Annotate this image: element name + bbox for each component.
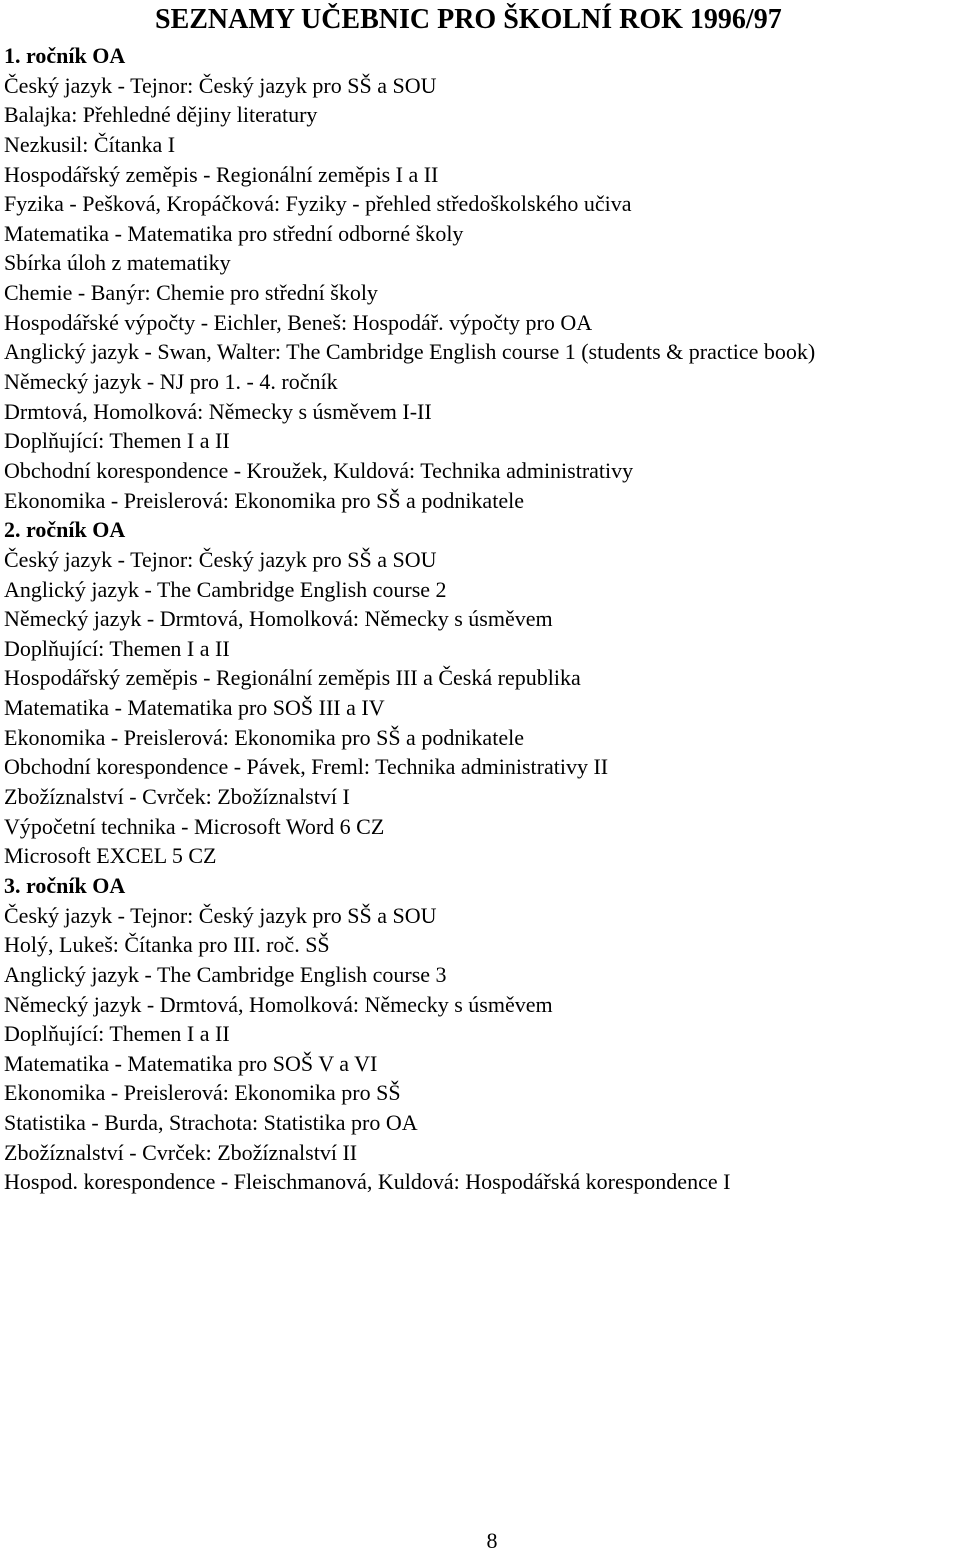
grade-heading: 2. ročník OA (4, 517, 126, 543)
textbook-line: Matematika - Matematika pro střední odborné školy (4, 220, 464, 246)
textbook-line: Nezkusil: Čítanka I (4, 131, 176, 157)
grade-section (4, 41, 960, 515)
textbook-line: Český jazyk - Tejnor: Český jazyk pro SŠ a SOU (4, 546, 437, 572)
textbook-line: Anglický jazyk - Swan, Walter: The Cambridge English course 1 (students & practice book) (4, 339, 816, 365)
textbook-line: Obchodní korespondence - Kroužek, Kuldová: Technika administrativy (4, 457, 634, 483)
textbook-line: Microsoft EXCEL 5 CZ (4, 843, 217, 869)
textbook-line: Ekonomika - Preislerová: Ekonomika pro SŠ a podnikatele (4, 724, 524, 750)
textbook-line: Ekonomika - Preislerová: Ekonomika pro SŠ a podnikatele (4, 487, 524, 513)
textbook-line: Fyzika - Pešková, Kropáčková: Fyziky - přehled středoškolského učiva (4, 191, 632, 217)
textbook-line: Matematika - Matematika pro SOŠ III a IV (4, 695, 385, 721)
textbook-line: Anglický jazyk - The Cambridge English course 3 (4, 961, 447, 987)
grade-section (4, 871, 960, 1197)
textbook-line: Holý, Lukeš: Čítanka pro III. roč. SŠ (4, 932, 330, 958)
textbook-line: Německý jazyk - Drmtová, Homolková: Německy s úsměvem (4, 606, 553, 632)
textbook-line: Sbírka úloh z matematiky (4, 250, 231, 276)
document-title: SEZNAMY UČEBNIC PRO ŠKOLNÍ ROK 1996/97 (155, 4, 782, 35)
textbook-line: Hospod. korespondence - Fleischmanová, Kuldová: Hospodářská korespondence I (4, 1169, 731, 1195)
textbook-line: Doplňující: Themen I a II (4, 1021, 230, 1047)
page-number: 8 (486, 1528, 498, 1553)
textbook-line: Zbožíznalství - Cvrček: Zbožíznalství I (4, 784, 350, 810)
textbook-line: Výpočetní technika - Microsoft Word 6 CZ (4, 813, 385, 839)
textbook-line: Chemie - Banýr: Chemie pro střední školy (4, 280, 378, 306)
textbook-line: Zbožíznalství - Cvrček: Zbožíznalství II (4, 1139, 358, 1165)
grade-section (4, 515, 960, 871)
textbook-line: Matematika - Matematika pro SOŠ V a VI (4, 1050, 378, 1076)
textbook-line: Doplňující: Themen I a II (4, 635, 230, 661)
textbook-line: Drmtová, Homolková: Německy s úsměvem I-II (4, 398, 432, 424)
grade-heading: 3. ročník OA (4, 872, 126, 898)
textbook-line: Anglický jazyk - The Cambridge English course 2 (4, 576, 447, 602)
document-body (4, 41, 960, 1197)
textbook-line: Statistika - Burda, Strachota: Statistika pro OA (4, 1110, 418, 1136)
textbook-line: Český jazyk - Tejnor: Český jazyk pro SŠ a SOU (4, 72, 437, 98)
textbook-line: Český jazyk - Tejnor: Český jazyk pro SŠ a SOU (4, 902, 437, 928)
textbook-line: Hospodářský zeměpis - Regionální zeměpis III a Česká republika (4, 665, 581, 691)
textbook-line: Německý jazyk - Drmtová, Homolková: Německy s úsměvem (4, 991, 553, 1017)
textbook-line: Ekonomika - Preislerová: Ekonomika pro SŠ (4, 1080, 401, 1106)
textbook-line: Německý jazyk - NJ pro 1. - 4. ročník (4, 369, 338, 395)
textbook-line: Balajka: Přehledné dějiny literatury (4, 102, 318, 128)
textbook-line: Obchodní korespondence - Pávek, Freml: Technika administrativy II (4, 754, 609, 780)
grade-heading: 1. ročník OA (4, 43, 126, 68)
textbook-line: Hospodářský zeměpis - Regionální zeměpis I a II (4, 161, 439, 187)
textbook-line: Hospodářské výpočty - Eichler, Beneš: Hospodář. výpočty pro OA (4, 309, 593, 335)
textbook-line: Doplňující: Themen I a II (4, 428, 230, 454)
